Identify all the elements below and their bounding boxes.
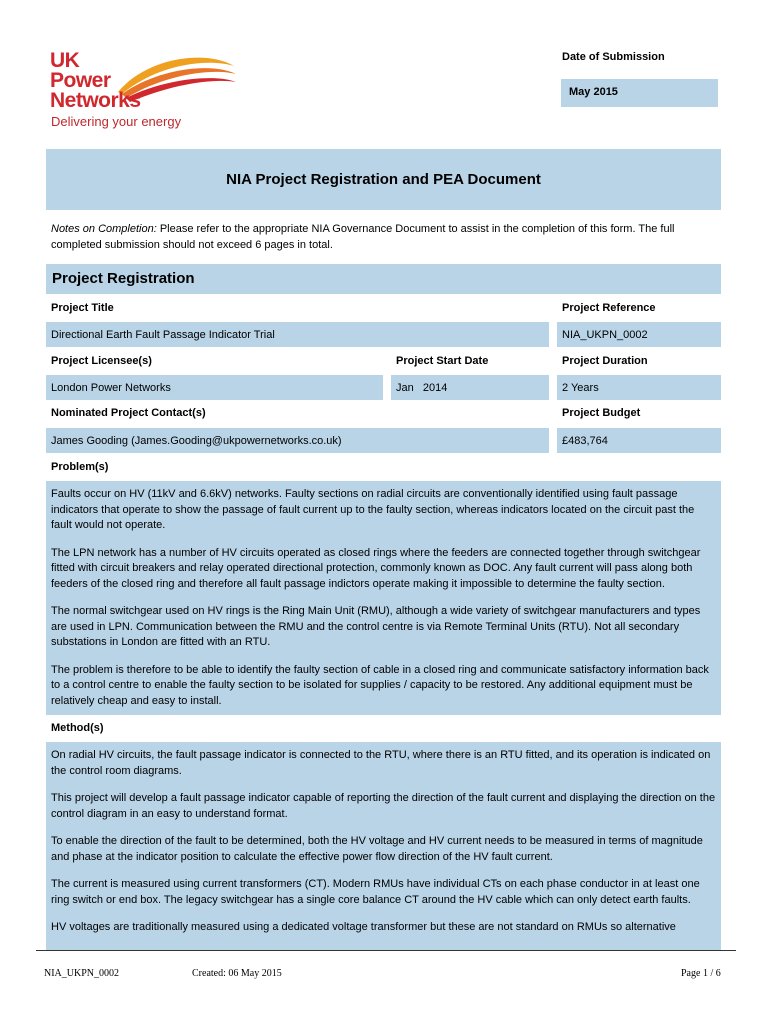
logo-text-power: Power — [50, 69, 111, 92]
project-budget-label: Project Budget — [562, 407, 641, 419]
footer-created-date: Created: 06 May 2015 — [192, 968, 282, 979]
project-licensee-field[interactable]: London Power Networks — [46, 375, 383, 400]
method-paragraph: On radial HV circuits, the fault passage indicator is connected to the RTU, where there is an RTU fitted, and its operation is indicated on the control room diagrams. — [51, 749, 711, 777]
problem-paragraph: The problem is therefore to be able to identify the faulty section of cable in a closed ring and communicate satisfactory information back to a control centre to enable the faulty section to be isolated for supplies / capacity to be restored. Any additional equipment must be relatively cheap and easy to install. — [51, 663, 709, 707]
notes-text: Please refer to the appropriate NIA Governance Document to assist in the completion of this form. The full completed submission should not exceed 6 pages in total. — [51, 223, 675, 251]
section-heading-project-registration: Project Registration — [46, 264, 721, 294]
date-of-submission-field[interactable]: May 2015 — [561, 79, 718, 107]
project-reference-label: Project Reference — [562, 302, 656, 314]
notes-label: Notes on Completion: — [51, 223, 157, 235]
notes-on-completion — [51, 221, 719, 253]
method-paragraph: The current is measured using current transformers (CT). Modern RMUs have individual CTs on each phase conductor in at least one ring switch or end box. The legacy switchgear has a single core balance CT around the HV cable which can only detect earth faults. — [51, 878, 700, 906]
project-title-field[interactable]: Directional Earth Fault Passage Indicator Trial — [46, 322, 549, 347]
project-licensee-label: Project Licensee(s) — [51, 355, 152, 367]
methods-field[interactable] — [46, 742, 721, 950]
footer-divider — [36, 950, 736, 951]
project-start-date-label: Project Start Date — [396, 355, 489, 367]
problem-paragraph: Faults occur on HV (11kV and 6.6kV) networks. Faulty sections on radial circuits are conventionally identified using fault passage indicators that operate to show the passage of fault current up to the faulty section, whereas indicators located on the circuit past the fault would not operate. — [51, 488, 695, 531]
problems-label: Problem(s) — [51, 461, 109, 473]
method-paragraph: This project will develop a fault passage indicator capable of reporting the direction of the fault current and displaying the direction on the control diagram in an easy to understand format. — [51, 792, 716, 820]
footer-page-number: Page 1 / 6 — [681, 968, 721, 979]
project-duration-label: Project Duration — [562, 355, 648, 367]
methods-label: Method(s) — [51, 722, 104, 734]
problem-paragraph: The normal switchgear used on HV rings is the Ring Main Unit (RMU), although a wide variety of switchgear manufacturers and types are used in LPN. Communication between the RMU and the control centre is via Remote Terminal Units (RTU). Not all secondary substations in London are fitted with an RTU. — [51, 605, 701, 648]
project-title-label: Project Title — [51, 302, 114, 314]
problem-paragraph: The LPN network has a number of HV circuits operated as closed rings where the feeders are connected together through switchgear fitted with circuit breakers and relay operated directional protection, commonly known as DOC. Any fault current will pass along both feeders of the closed ring and therefore all fault passage indictors operate making it impossible to determine the faulty section. — [51, 546, 701, 590]
logo-text-networks: Networks — [50, 89, 141, 112]
footer-reference: NIA_UKPN_0002 — [44, 968, 119, 979]
project-contact-label: Nominated Project Contact(s) — [51, 407, 206, 419]
project-budget-field[interactable]: £483,764 — [557, 428, 721, 453]
project-duration-field[interactable]: 2 Years — [557, 375, 721, 400]
company-logo — [50, 44, 250, 132]
project-contact-field[interactable]: James Gooding (James.Gooding@ukpowernetworks.co.uk) — [46, 428, 549, 453]
problems-field[interactable] — [46, 481, 721, 715]
document-title: NIA Project Registration and PEA Document — [46, 149, 721, 210]
project-reference-field[interactable]: NIA_UKPN_0002 — [557, 322, 721, 347]
logo-text-uk: UK — [50, 49, 80, 72]
logo-tagline: Delivering your energy — [51, 114, 182, 129]
method-paragraph: To enable the direction of the fault to be determined, both the HV voltage and HV current needs to be measured in terms of magnitude and phase at the indicator position to calculate the effective power flow direction of the HV fault current. — [51, 835, 703, 863]
method-paragraph: HV voltages are traditionally measured using a dedicated voltage transformer but these are not standard on RMUs so alternative — [51, 921, 676, 933]
date-of-submission-label: Date of Submission — [562, 51, 665, 63]
project-start-date-field[interactable]: Jan 2014 — [391, 375, 549, 400]
